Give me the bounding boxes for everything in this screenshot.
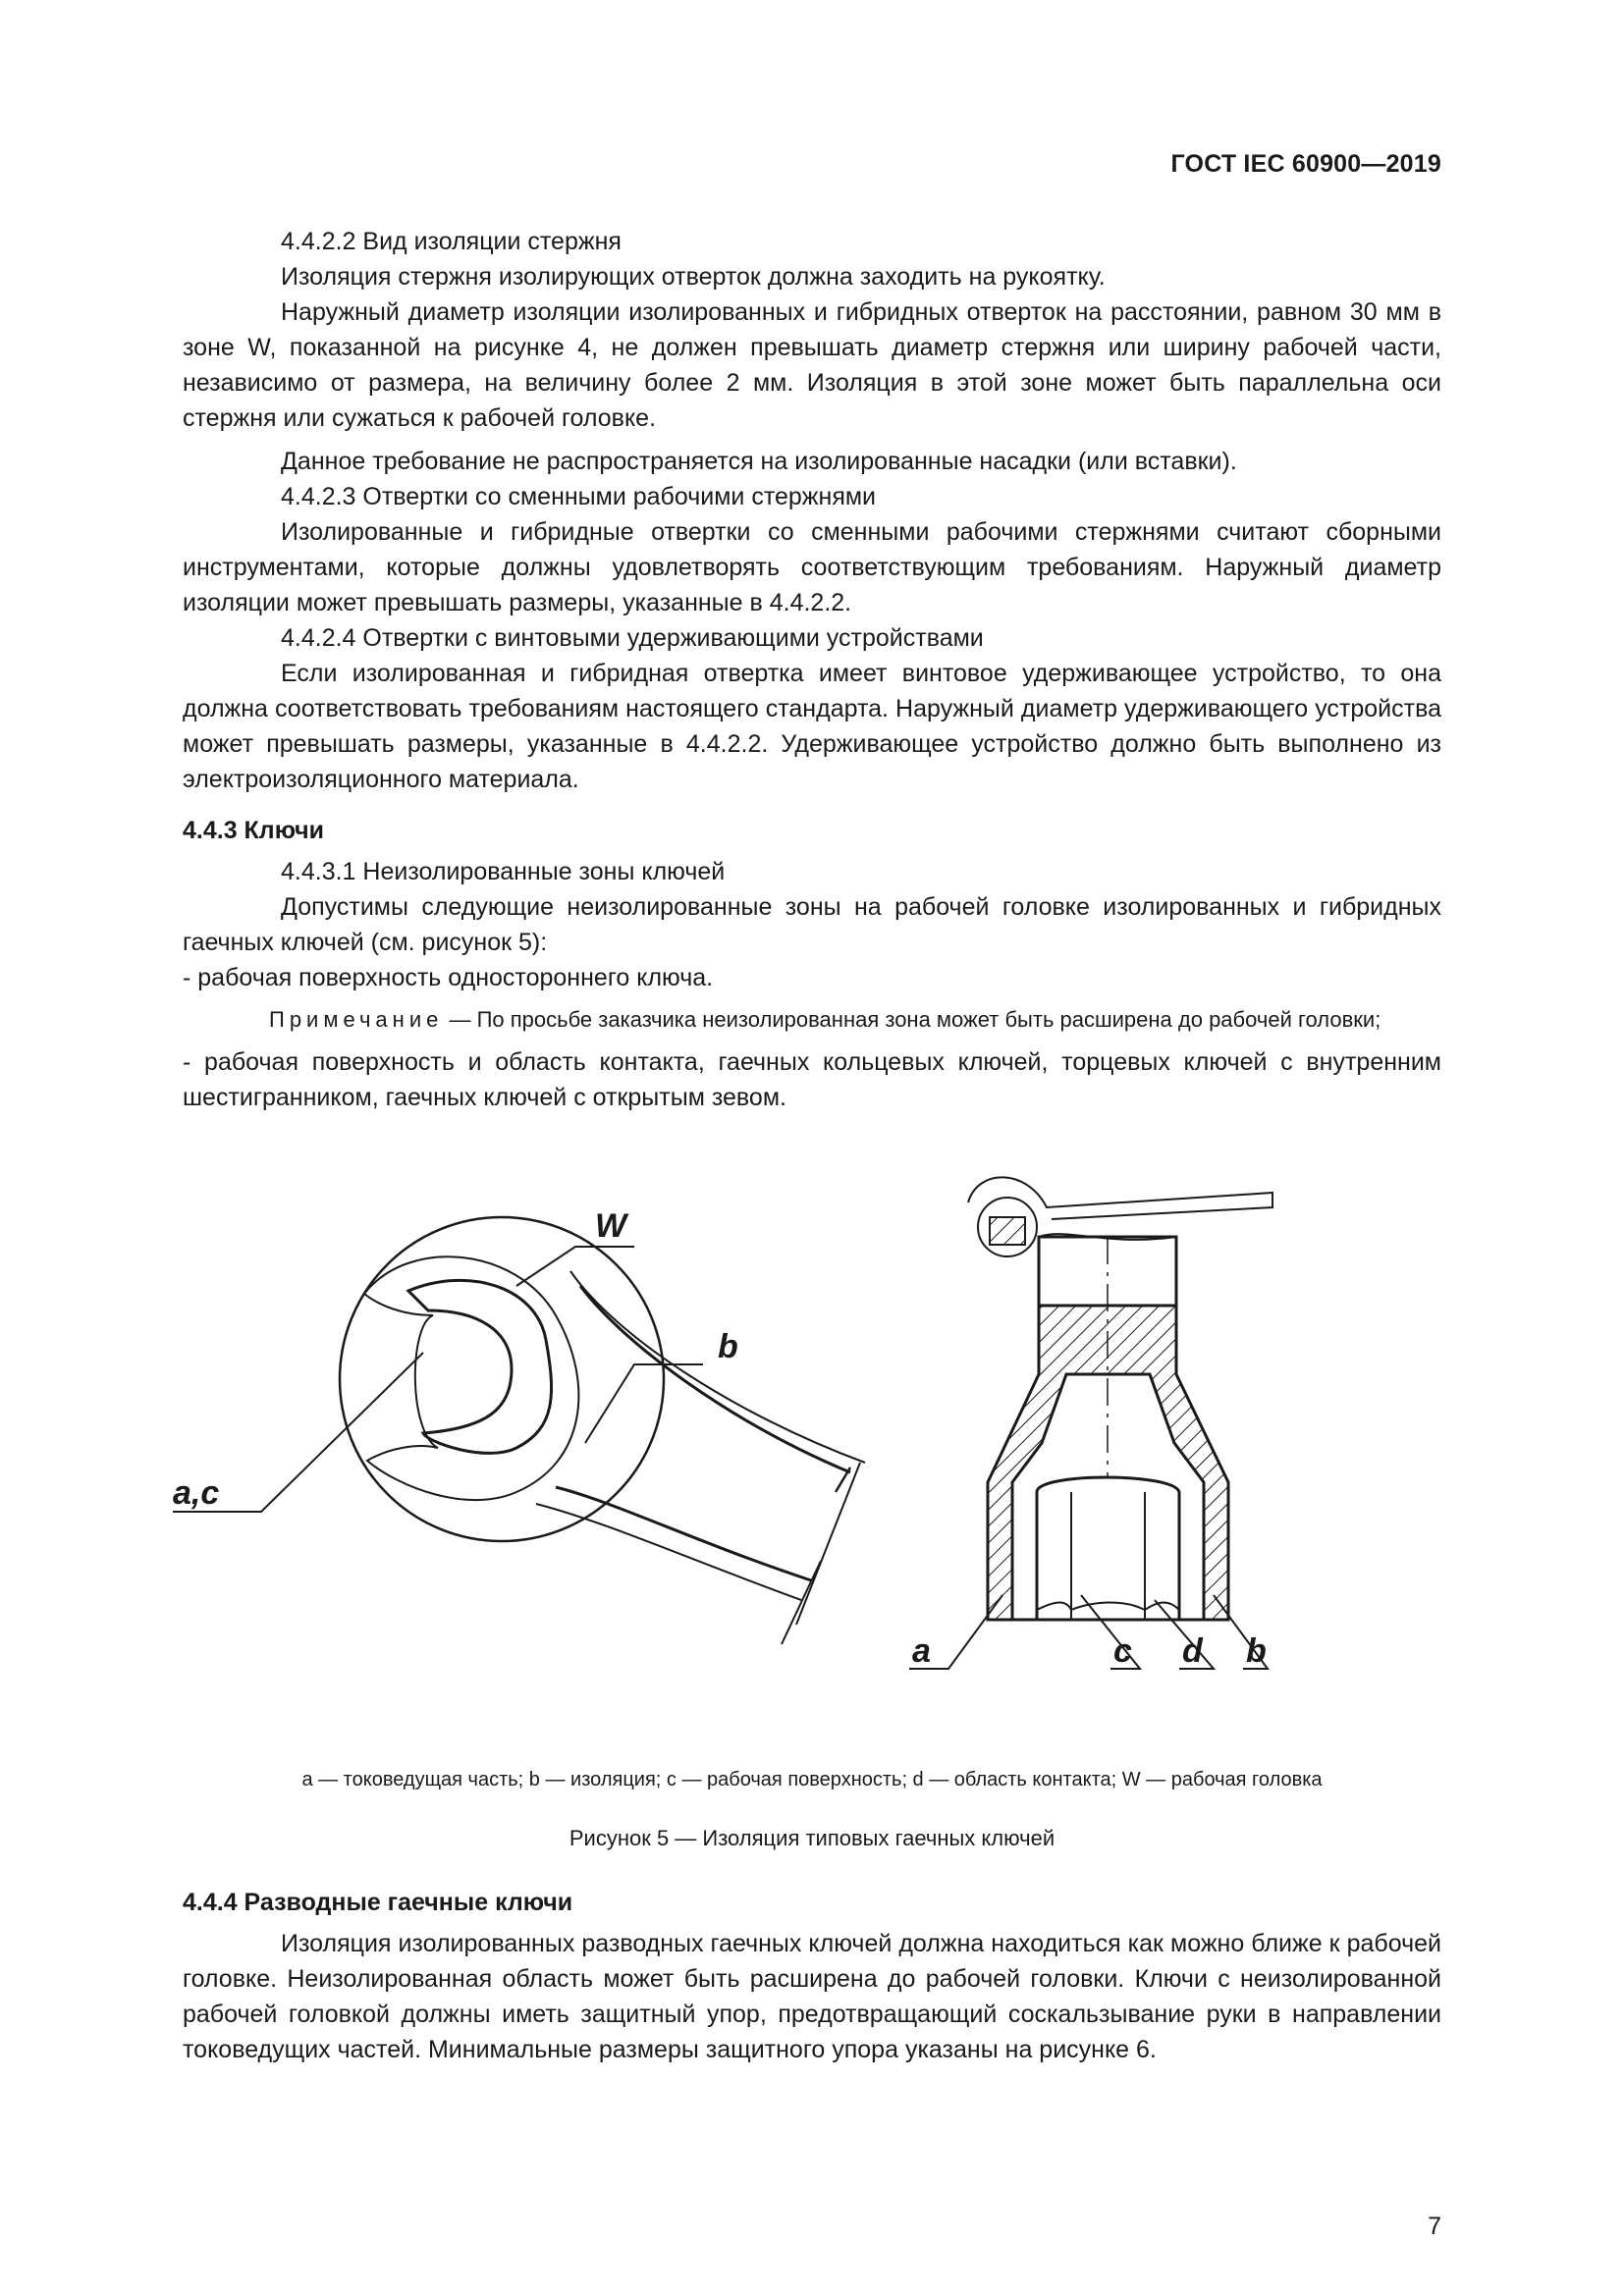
working-head-circle (340, 1217, 664, 1541)
figure-legend: a — токоведущая часть; b — изоляция; c — рабочая поверхность; d — область контакта; W — рабочая головка (301, 1769, 1323, 1790)
label-b: b (718, 1328, 738, 1365)
paragraph: Если изолированная и гибридная отвертка имеет винтовое удерживающее устройство, то она должна соответствовать требованиям настоящего стандарта. Наружный диаметр удерживающего устройства может превышать размеры, указанные в 4.4.2.2. Удерживающее устройство должно быть выполнено из электроизоляционного материала. (183, 660, 1441, 793)
body-text-lower (183, 1885, 1441, 2067)
paragraph: Изолированные и гибридные отвертки со сменными рабочими стержнями считают сборными инструментами, которые должны удовлетворять соответствующим требованиям. Наружный диаметр изоляции может превышать размеры, указанные в 4.4.2.2. (183, 518, 1441, 616)
note-label: Примечание (269, 1007, 444, 1032)
paragraph: Изоляция стержня изолирующих отверток должна заходить на рукоятку. (281, 263, 1106, 291)
page-number: 7 (1428, 2213, 1441, 2240)
section-4422-title: 4.4.2.2 Вид изоляции стержня (281, 228, 622, 255)
figure-caption: Рисунок 5 — Изоляция типовых гаечных ключей (568, 1826, 1056, 1850)
section-4424-title: 4.4.2.4 Отвертки с винтовыми удерживающими устройствами (281, 624, 984, 652)
paragraph: Изоляция изолированных разводных гаечных ключей должна находиться как можно ближе к рабочей головке. Неизолированная область может быть расширена до рабочей головки. Ключи с неизолированной рабочей головкой должны иметь защитный упор, предотвращающий соскальзывание руки в направлении токоведущих частей. Минимальные размеры защитного упора указаны на рисунке 6. (183, 1930, 1441, 2063)
paragraph: Допустимы следующие неизолированные зоны на рабочей головке изолированных и гибридных гаечных ключей (см. рисунок 5): (183, 893, 1441, 956)
list-item: - рабочая поверхность одностороннего ключа. (183, 964, 714, 991)
label-a: a (912, 1632, 931, 1670)
label-ac: a,c (173, 1474, 220, 1512)
open-end-wrench-illustration (340, 1217, 865, 1644)
document-header: ГОСТ IEC 60900—2019 (1170, 150, 1441, 178)
section-443-heading: 4.4.3 Ключи (183, 817, 324, 844)
label-c: c (1113, 1632, 1132, 1670)
label-d: d (1182, 1632, 1203, 1670)
section-4423-title: 4.4.2.3 Отвертки со сменными рабочими стержнями (281, 483, 877, 510)
note (183, 1003, 1441, 1037)
paragraph: Данное требование не распространяется на изолированные насадки (или вставки). (281, 448, 1237, 475)
section-444-heading: 4.4.4 Разводные гаечные ключи (183, 1889, 573, 1916)
socket-wrench-illustration (968, 1177, 1272, 1620)
section-4431-title: 4.4.3.1 Неизолированные зоны ключей (281, 858, 726, 885)
label-w: W (595, 1207, 627, 1245)
list-item: - рабочая поверхность и область контакта, гаечных кольцевых ключей, торцевых ключей с внутренним шестигранником, гаечных ключей с открытым зевом. (183, 1048, 1441, 1111)
label-b2: b (1246, 1632, 1267, 1670)
body-text-upper (183, 224, 1441, 1115)
paragraph: Наружный диаметр изоляции изолированных и гибридных отверток на расстоянии, равном 30 мм в зоне W, показанной на рисунке 4, не должен превышать диаметр стержня или ширину рабочей части, независимо от размера, на величину более 2 мм. Изоляция в этой зоне может быть параллельна оси стержня или сужаться к рабочей головке. (183, 298, 1441, 432)
wrench-leader-lines (173, 1247, 703, 1512)
note-text: — По просьбе заказчика неизолированная зона может быть расширена до рабочей головки; (443, 1007, 1381, 1032)
figure-5-drawing (173, 1148, 1441, 1708)
